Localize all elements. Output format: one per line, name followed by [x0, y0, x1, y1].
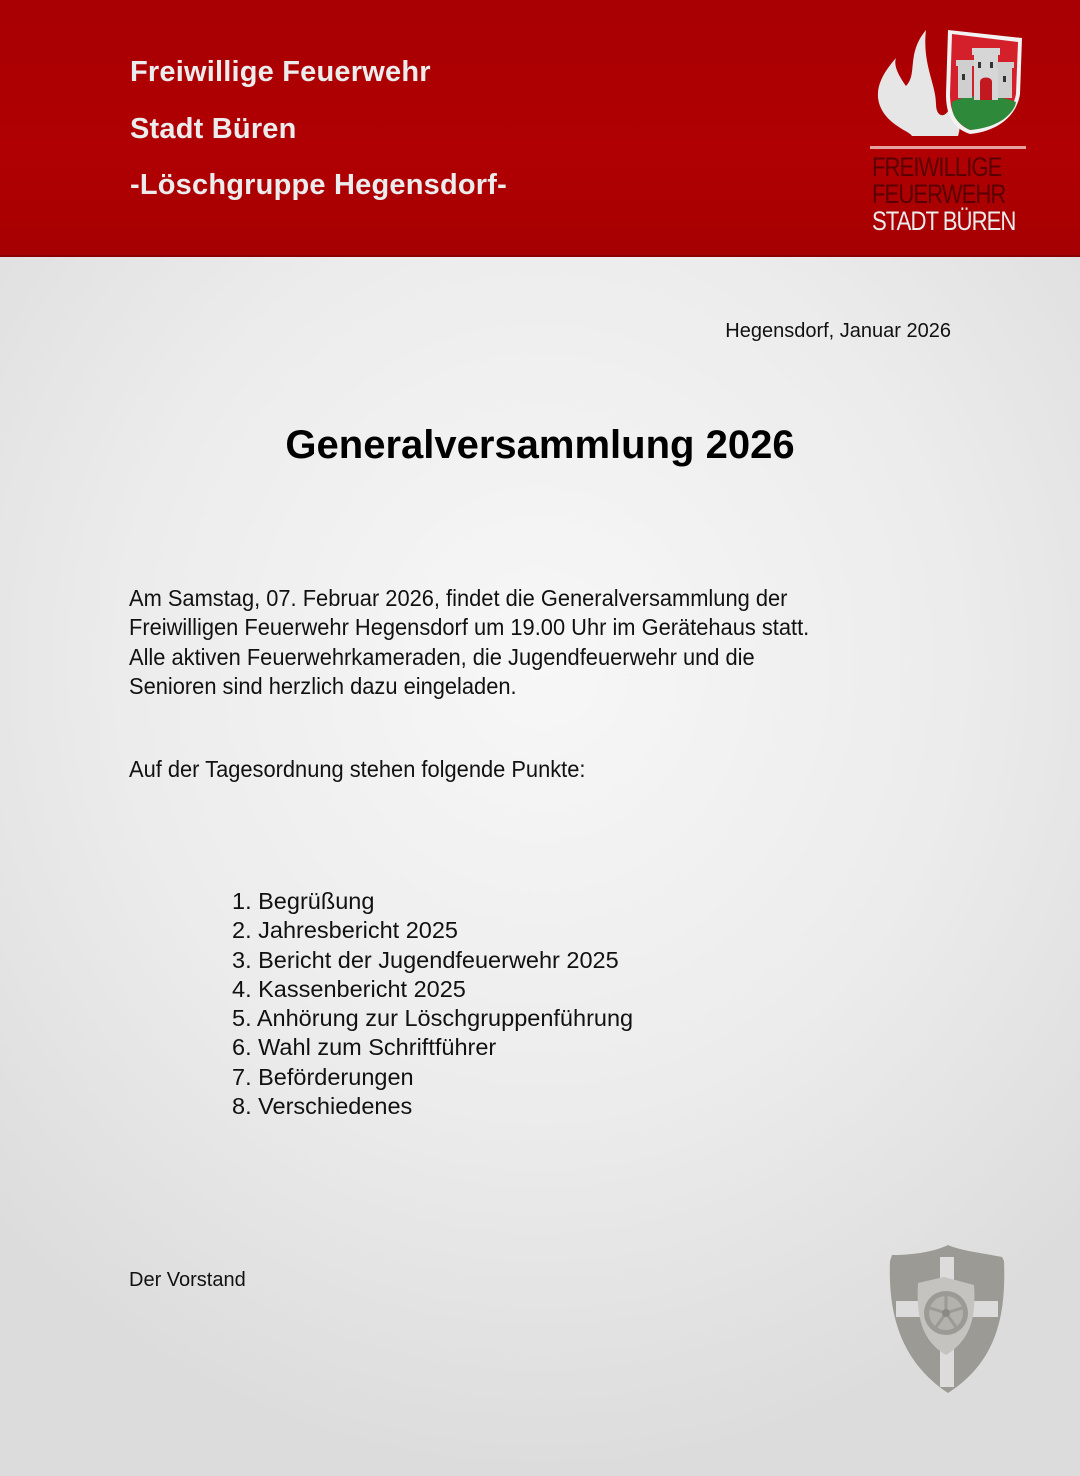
agenda-intro: Auf der Tagesordnung stehen folgende Punkte: [129, 756, 586, 782]
header-line-organization: Freiwillige Feuerwehr [130, 56, 431, 88]
logo-text-line: STADT BÜREN [872, 206, 1016, 236]
agenda-item: 6. Wahl zum Schriftführer [232, 1034, 497, 1061]
logo-text-line: FEUERWEHR [872, 179, 1006, 209]
header-line-unit: -Löschgruppe Hegensdorf- [130, 169, 507, 201]
agenda-item: 1. Begrüßung [232, 888, 375, 914]
paragraph-line: Senioren sind herzlich dazu eingeladen. [129, 672, 517, 699]
agenda-item: 5. Anhörung zur Löschgruppenführung [232, 1005, 634, 1032]
agenda-item: 3. Bericht der Jugendfeuerwehr 2025 [232, 946, 619, 973]
agenda-item: 8. Verschiedenes [232, 1093, 413, 1120]
agenda-item: 2. Jahresbericht 2025 [232, 917, 459, 944]
document-title: Generalversammlung 2026 [285, 423, 795, 467]
header-band [0, 0, 1080, 257]
logo-text-line: FREIWILLIGE [872, 152, 1002, 182]
agenda-list [232, 887, 633, 1121]
shield-crest-icon [886, 1243, 1008, 1395]
signature: Der Vorstand [129, 1269, 246, 1291]
agenda-item: 7. Beförderungen [232, 1063, 414, 1090]
agenda-item: 4. Kassenbericht 2025 [232, 975, 466, 1002]
header-line-city: Stadt Büren [130, 113, 297, 145]
invitation-paragraph [129, 584, 959, 701]
date-line: Hegensdorf, Januar 2026 [725, 320, 951, 342]
paragraph-line: Am Samstag, 07. Februar 2026, findet die Generalversammlung der [129, 585, 788, 611]
paragraph-line: Alle aktiven Feuerwehrkameraden, die Jugendfeuerwehr und die [129, 643, 755, 670]
paragraph-line: Freiwilligen Feuerwehr Hegensdorf um 19.00 Uhr im Gerätehaus statt. [129, 614, 810, 641]
